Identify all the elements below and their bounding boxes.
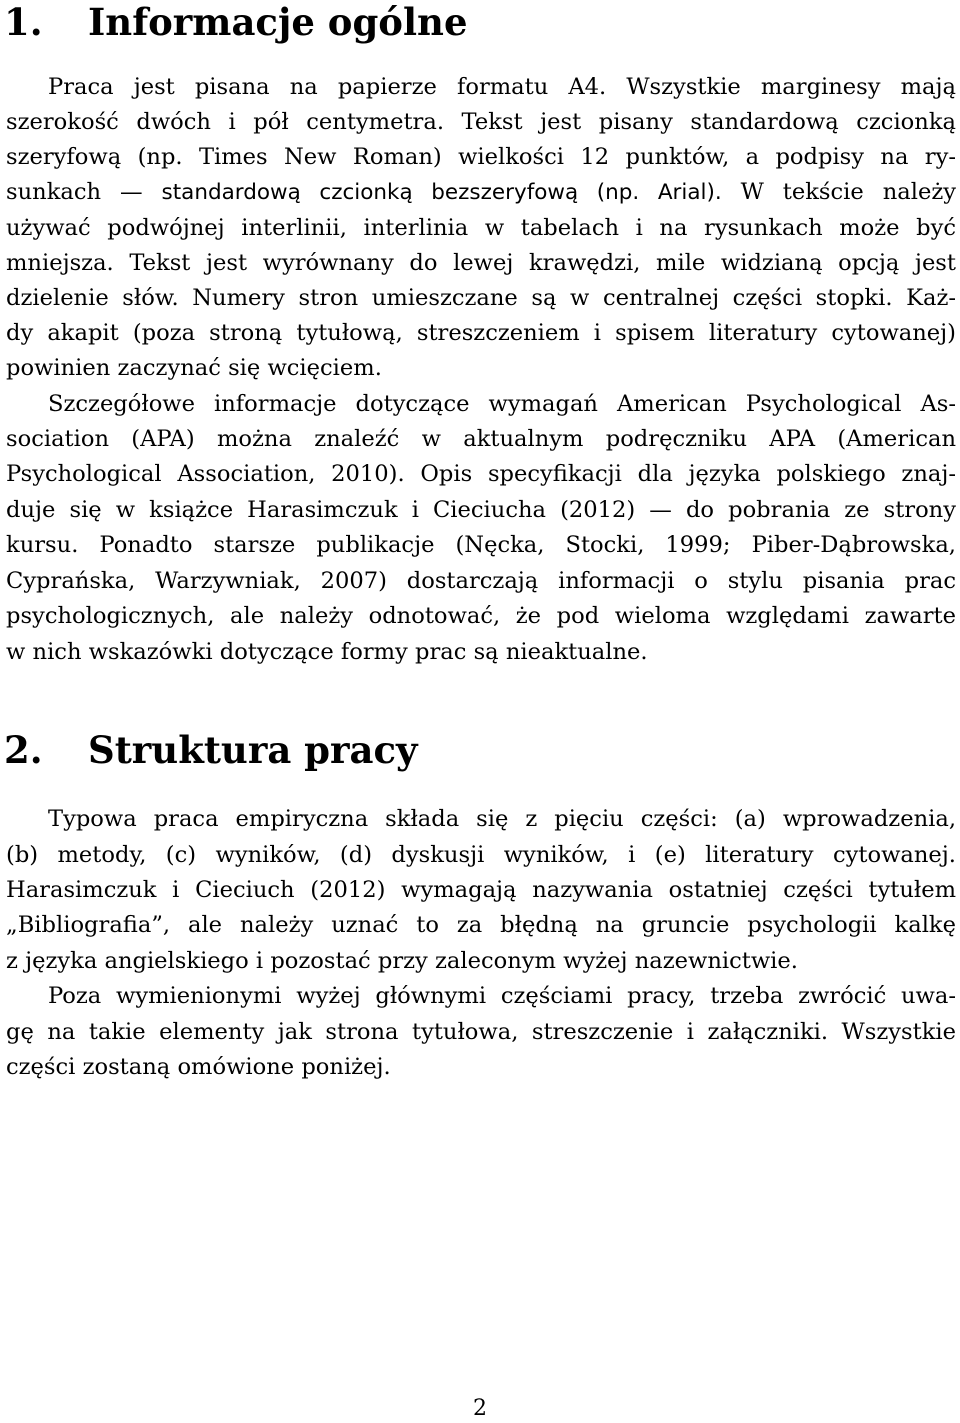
paragraph-line: (b) metody, (c) wyników, (d) dyskusji wyników, i (e) literatury cytowanej. <box>6 842 956 868</box>
section-heading-2 <box>4 728 418 772</box>
section-title: Informacje ogólne <box>88 0 468 44</box>
section-title: Struktura pracy <box>88 728 418 772</box>
paragraph-line: mniejsza. Tekst jest wyrównany do lewej krawędzi, mile widzianą opcją jest <box>6 250 956 276</box>
paragraph-line: Cyprańska, Warzywniak, 2007) dostarczają informacji o stylu pisania prac <box>6 568 956 594</box>
sans-serif-sample: standardową czcionką bezszeryfową (np. Arial). <box>161 180 722 205</box>
paragraph-line: psychologicznych, ale należy odnotować, że pod wieloma względami zawarte <box>6 603 956 629</box>
paragraph-line: duje się w książce Harasimczuk i Cieciucha (2012) — do pobrania ze strony <box>6 497 956 523</box>
section-number: 2. <box>4 728 43 772</box>
paragraph-line: Harasimczuk i Cieciuch (2012) wymagają nazywania ostatniej części tytułem <box>6 877 956 903</box>
paragraph-line: Typowa praca empiryczna składa się z pięciu części: (a) wprowadzenia, <box>48 806 956 832</box>
text-run: sunkach — <box>6 179 162 205</box>
paragraph-line: sociation (APA) można znaleźć w aktualnym podręczniku APA (American <box>6 426 956 452</box>
page-number: 2 <box>473 1396 487 1421</box>
paragraph-line: powinien zaczynać się wcięciem. <box>6 355 382 381</box>
paragraph-line: „Bibliografia”, ale należy uznać to za błędną na gruncie psychologii kalkę <box>6 912 956 938</box>
paragraph-line: Praca jest pisana na papierze formatu A4. Wszystkie marginesy mają <box>48 74 956 100</box>
section-number: 1. <box>4 0 43 44</box>
paragraph-line: w nich wskazówki dotyczące formy prac są nieaktualne. <box>6 639 648 665</box>
paragraph-line: gę na takie elementy jak strona tytułowa, streszczenie i załączniki. Wszystkie <box>6 1019 956 1045</box>
text-run: W tekście należy <box>721 179 956 205</box>
paragraph-line: Psychological Association, 2010). Opis specyfikacji dla języka polskiego znaj- <box>6 461 956 487</box>
paragraph-line: Szczegółowe informacje dotyczące wymagań American Psychological As- <box>48 391 956 417</box>
paragraph-line <box>6 177 956 208</box>
paragraph-line: kursu. Ponadto starsze publikacje (Nęcka, Stocki, 1999; Piber-Dąbrowska, <box>6 532 956 558</box>
section-heading-1 <box>4 0 468 44</box>
paragraph-line: części zostaną omówione poniżej. <box>6 1054 391 1080</box>
paragraph-line: dzielenie słów. Numery stron umieszczane są w centralnej części stopki. Każ- <box>6 285 956 311</box>
paragraph-line: dy akapit (poza stroną tytułową, streszczeniem i spisem literatury cytowanej) <box>6 320 956 346</box>
paragraph-line: szerokość dwóch i pół centymetra. Tekst jest pisany standardową czcionką <box>6 109 956 135</box>
paragraph-line: szeryfową (np. Times New Roman) wielkości 12 punktów, a podpisy na ry- <box>6 144 956 170</box>
paragraph-line: używać podwójnej interlinii, interlinia w tabelach i na rysunkach może być <box>6 215 956 241</box>
paragraph-line: Poza wymienionymi wyżej głównymi częściami pracy, trzeba zwrócić uwa- <box>48 983 956 1009</box>
paragraph-line: z języka angielskiego i pozostać przy zaleconym wyżej nazewnictwie. <box>6 948 798 974</box>
